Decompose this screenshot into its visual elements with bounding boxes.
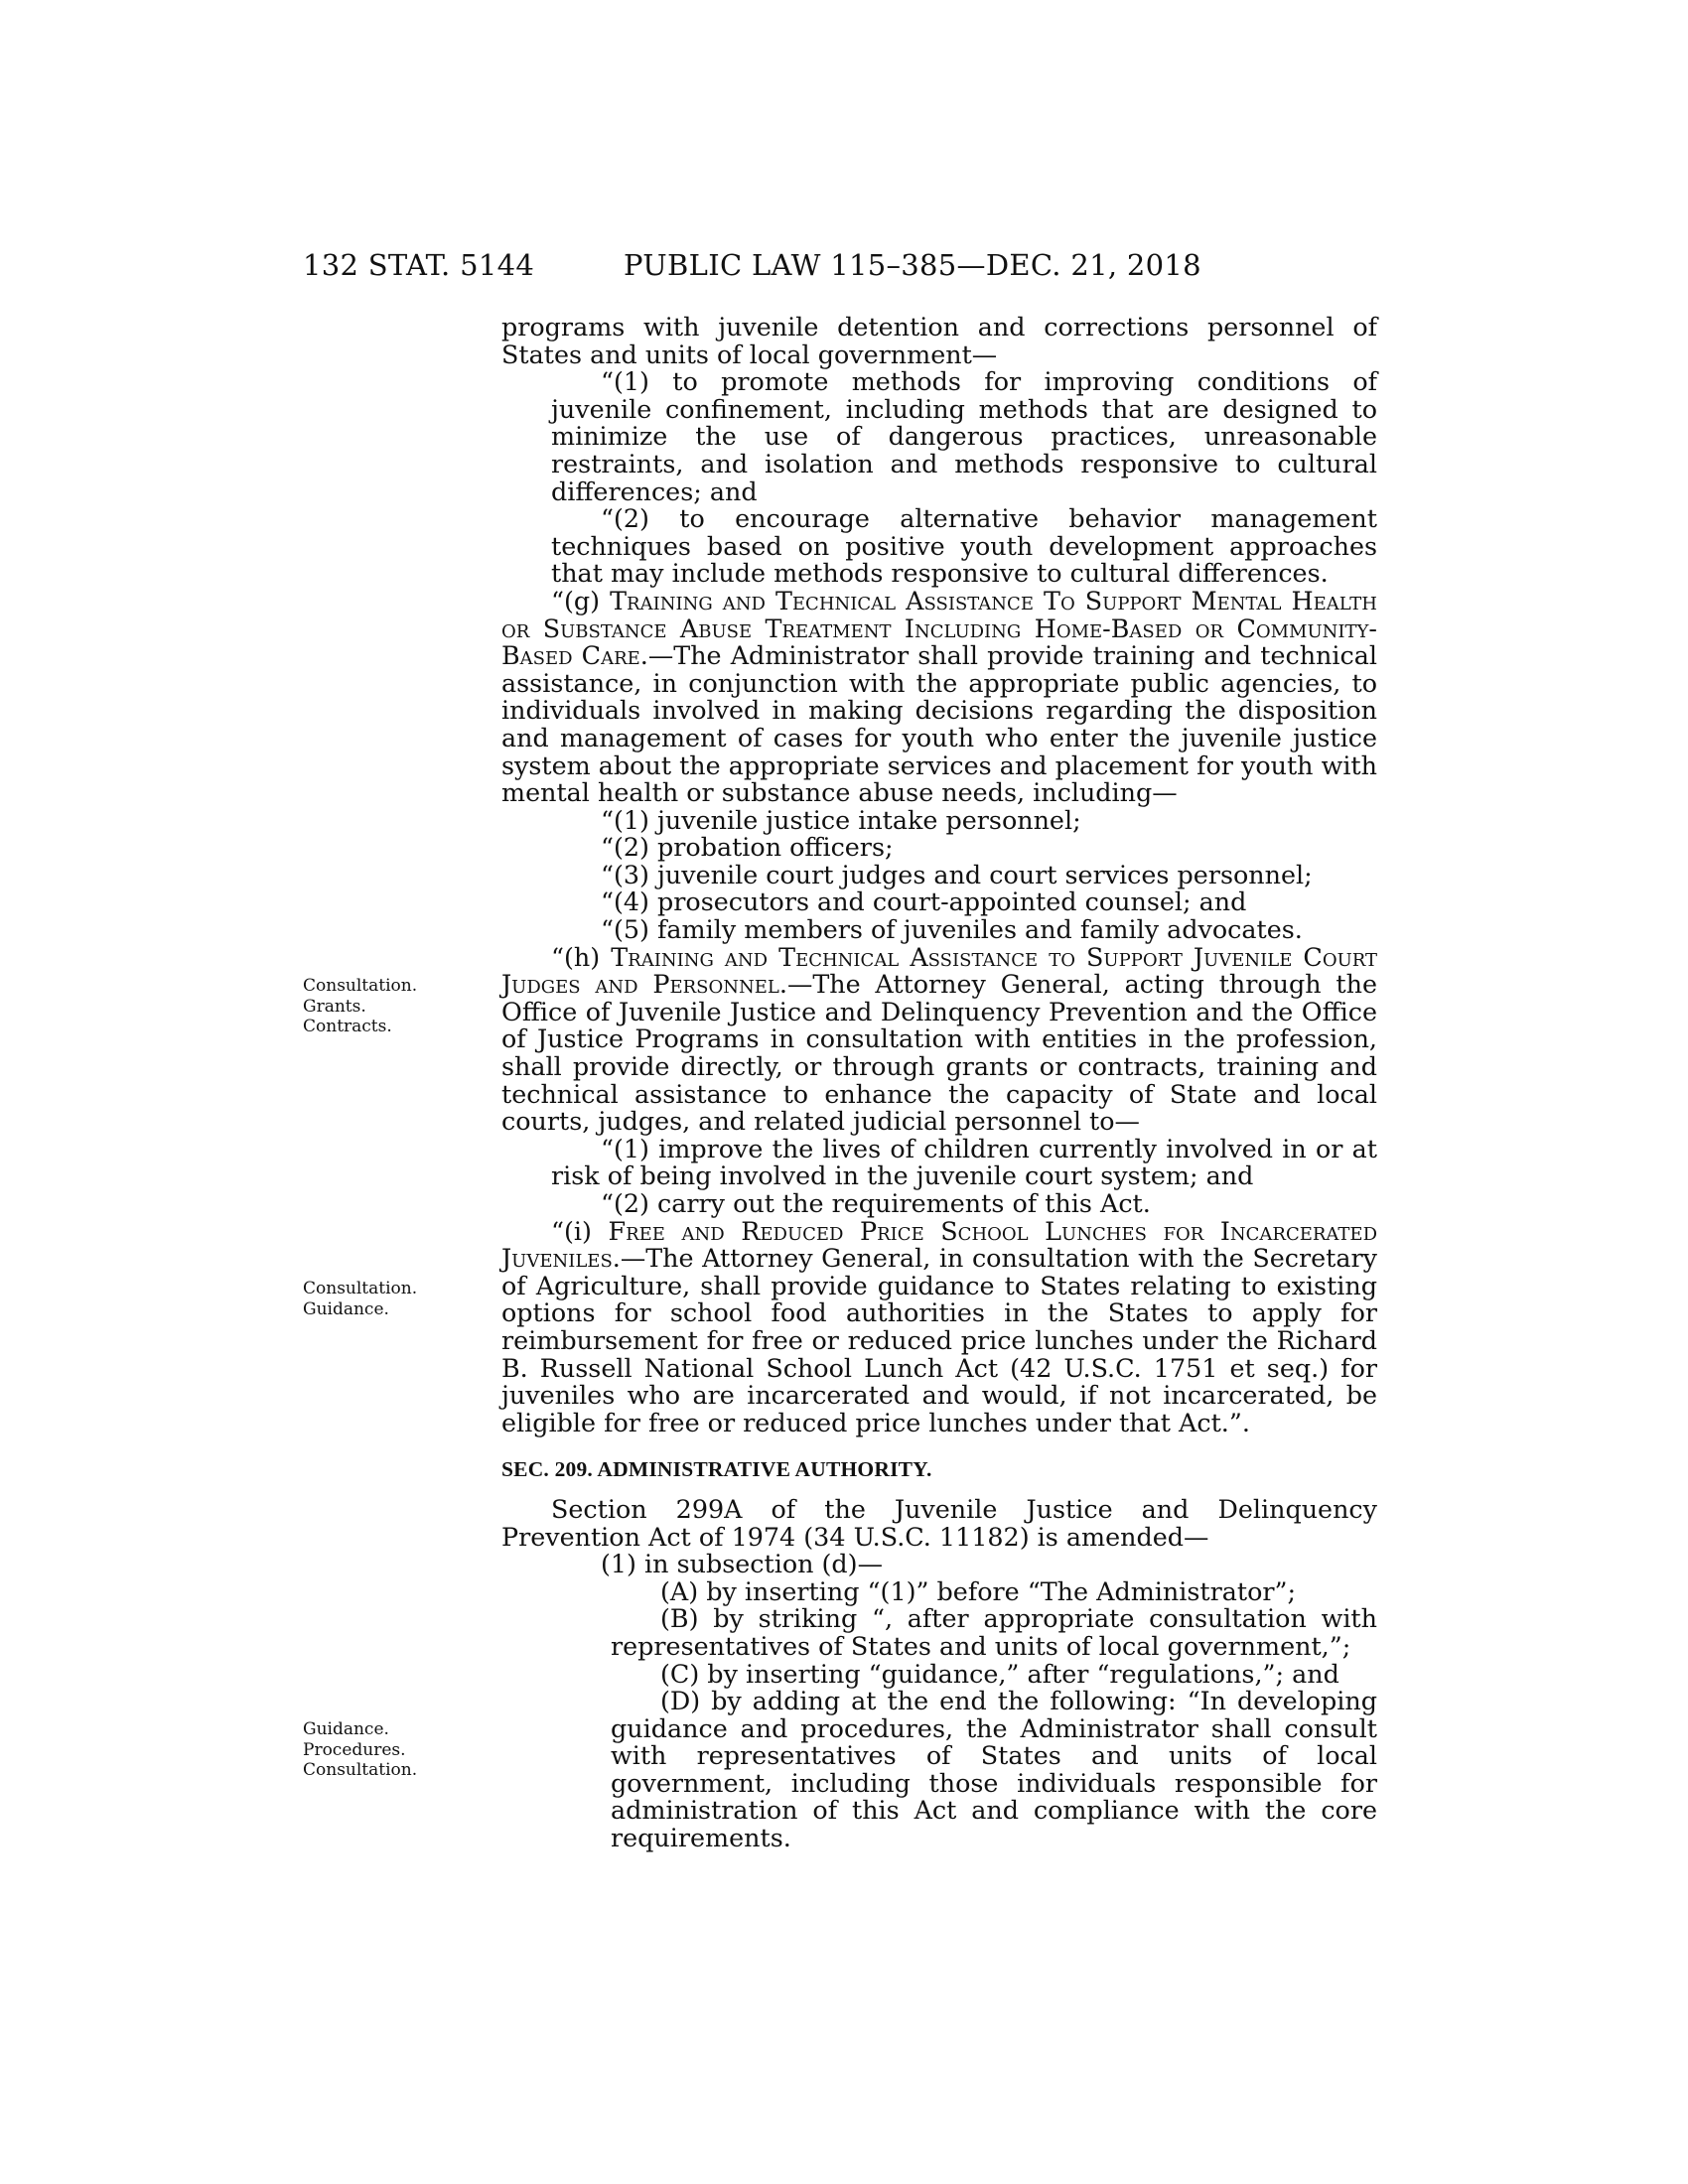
list-item-g3: “(3) juvenile court judges and court services personnel; xyxy=(601,859,1313,889)
paragraph-intro: programs with juvenile detention and corrections personnel of States and units of local government— xyxy=(501,312,1377,369)
subsection-i-label: “(i) xyxy=(551,1215,592,1246)
margin-note-line: Consultation. xyxy=(303,1279,418,1298)
public-law-heading: PUBLIC LAW 115–385—DEC. 21, 2018 xyxy=(624,248,1201,282)
list-item-g4: “(4) prosecutors and court-appointed counsel; and xyxy=(601,887,1247,917)
statute-body-text xyxy=(501,314,1377,1852)
paragraph-h2: “(2) carry out the requirements of this Act. xyxy=(601,1188,1151,1218)
subparagraph-sB: (B) by striking “, after appropriate consultation with representatives of States and units of local government,”; xyxy=(611,1603,1377,1661)
paragraph-s1: (1) in subsection (d)— xyxy=(601,1549,883,1579)
section-intro: Section 299A of the Juvenile Justice and Delinquency Prevention Act of 1974 (34 U.S.C. 11182) is amended— xyxy=(501,1493,1377,1552)
subsection-g-heading: Training and Technical Assistance To Support Mental Health or Substance Abuse Treatment Including Home-Based or Community-Based Care. xyxy=(501,585,1377,671)
margin-note-guidance-procedures-consultation xyxy=(303,1719,417,1781)
paragraph-f2: “(2) to encourage alternative behavior management techniques based on positive youth development approaches that may include methods responsive to cultural differences. xyxy=(551,503,1377,589)
margin-note-line: Consultation. xyxy=(303,1760,418,1780)
subsection-h-heading: Training and Technical Assistance to Support Juvenile Court Judges and Personnel. xyxy=(501,941,1377,1000)
subsection-i-text: —The Attorney General, in consultation with the Secretary of Agriculture, shall provide guidance to States relating to existing options for school food authorities in the States to apply for reimbursement for free or reduced price lunches under the Richard B. Russell National School Lunch Act (42 U.S.C. 1751 et seq.) for juveniles who are incarcerated and would, if not incarcerated, be eligible for free or reduced price lunches under that Act.”. xyxy=(501,1243,1377,1437)
subsection-h-text: —The Attorney General, acting through the Office of Juvenile Justice and Delinquency Prevention and the Office of Justice Programs in consultation with entities in the profession, shall provide directly, or through grants or contracts, training and technical assistance to enhance the capacity of State and local courts, judges, and related judicial personnel to— xyxy=(501,969,1378,1137)
margin-note-line: Guidance. xyxy=(303,1719,389,1739)
list-item-g1: “(1) juvenile justice intake personnel; xyxy=(601,804,1081,835)
subsection-h-label: “(h) xyxy=(551,941,601,972)
subsection-i-heading: Free and Reduced Price School Lunches for Incarcerated Juveniles. xyxy=(501,1215,1377,1274)
list-item-g2: “(2) probation officers; xyxy=(601,832,894,863)
subsection-h xyxy=(501,941,1378,1137)
margin-note-line: Contracts. xyxy=(303,1017,392,1036)
margin-note-line: Procedures. xyxy=(303,1739,406,1760)
stat-page-reference: 132 STAT. 5144 xyxy=(303,248,535,282)
list-item-g5: “(5) family members of juveniles and family advocates. xyxy=(601,914,1303,945)
margin-note-line: Guidance. xyxy=(303,1298,389,1319)
subparagraph-sA: (A) by inserting “(1)” before “The Administrator”; xyxy=(660,1575,1297,1606)
margin-note-consultation-grants-contracts xyxy=(303,976,417,1037)
margin-note-line: Grants. xyxy=(303,996,366,1017)
subsection-g xyxy=(501,585,1378,808)
paragraph-f1: “(1) to promote methods for improving conditions of juvenile confinement, including methods that are designed to minimize the use of dangerous practices, unreasonable restraints, and isolation and methods responsive to cultural differences; and xyxy=(551,366,1377,506)
subparagraph-sD: (D) by adding at the end the following: “In developing guidance and procedures, the Administrator shall consult with representatives of States and units of local government, including those individuals responsible for administration of this Act and compliance with the core requirements. xyxy=(611,1686,1377,1853)
subsection-i xyxy=(501,1215,1377,1437)
subsection-g-label: “(g) xyxy=(551,585,601,615)
subparagraph-sC: (C) by inserting “guidance,” after “regulations,”; and xyxy=(660,1658,1339,1689)
paragraph-h1: “(1) improve the lives of children currently involved in or at risk of being involved in the juvenile court system; and xyxy=(551,1133,1377,1191)
margin-note-consultation-guidance xyxy=(303,1279,417,1319)
margin-note-line: Consultation. xyxy=(303,976,418,996)
section-heading: SEC. 209. ADMINISTRATIVE AUTHORITY. xyxy=(501,1457,932,1482)
subsection-g-text: —The Administrator shall provide training and technical assistance, in conjunction with the appropriate public agencies, to individuals involved in making decisions regarding the disposition and management of cases for youth who enter the juvenile justice system about the appropriate services and placement for youth with mental health or substance abuse needs, including— xyxy=(501,640,1378,808)
